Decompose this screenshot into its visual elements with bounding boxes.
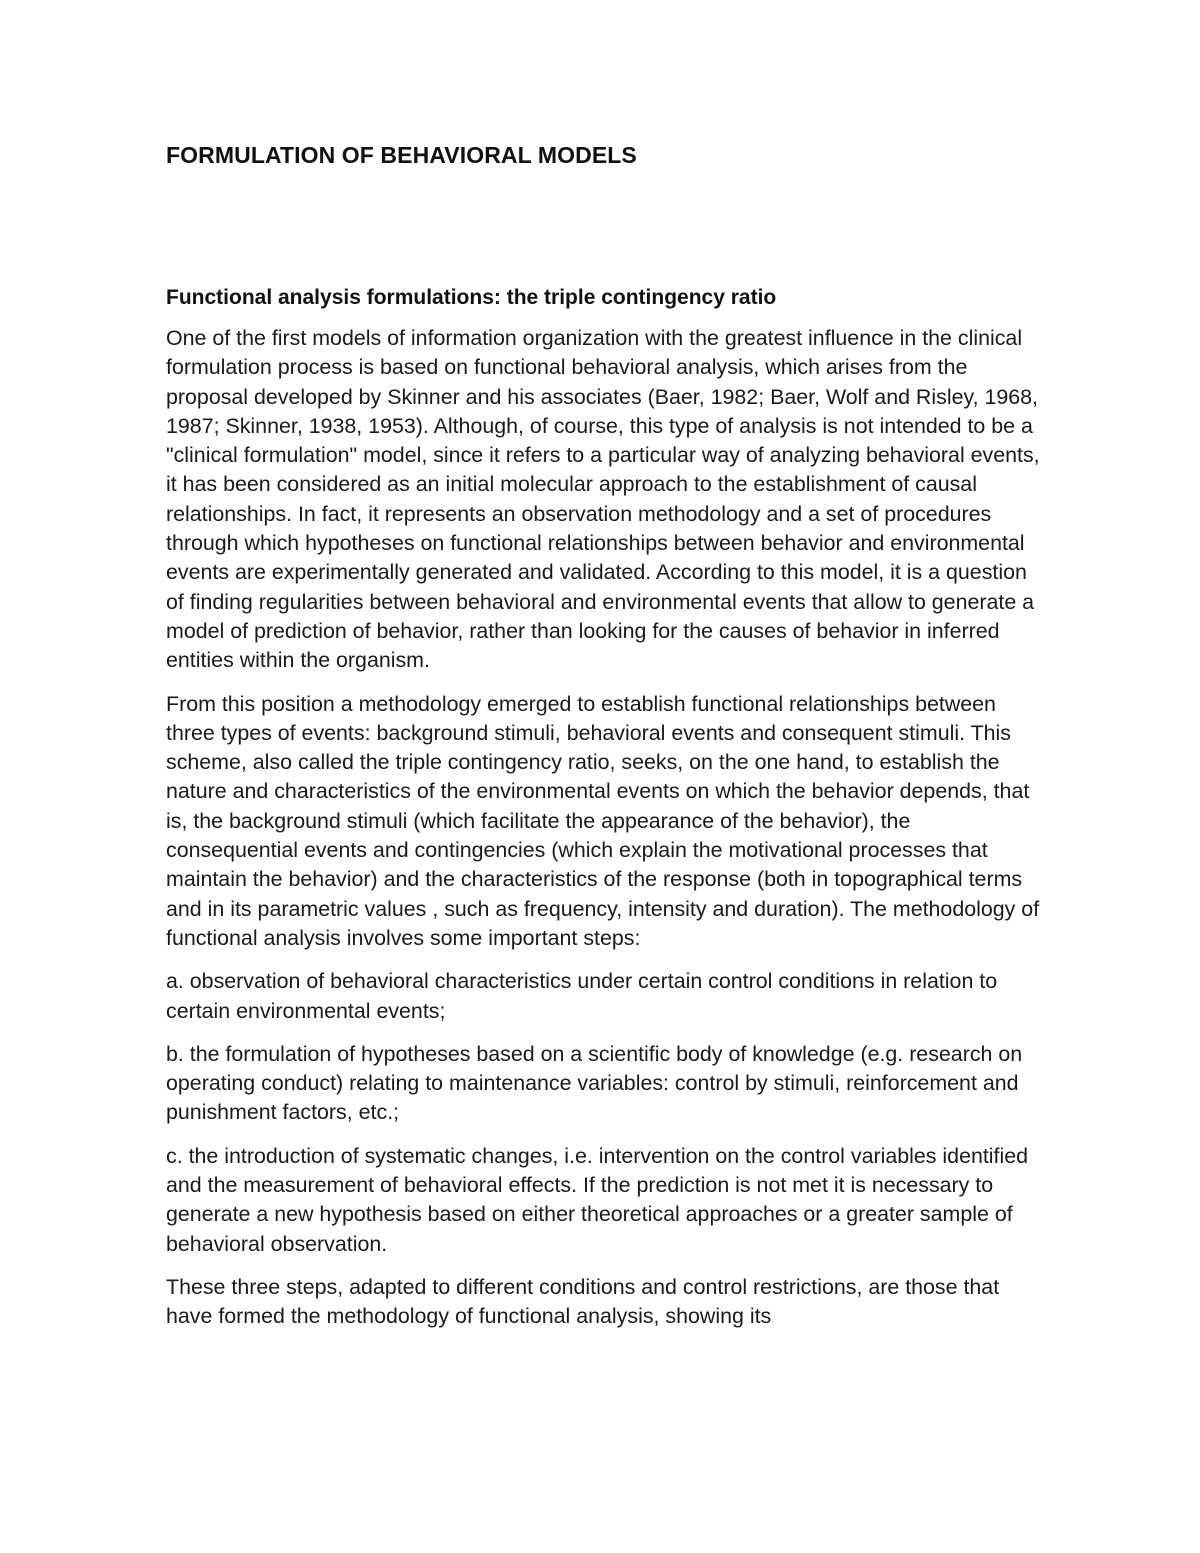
document-body bbox=[166, 140, 1046, 1332]
list-item-step-b: b. the formulation of hypotheses based on a scientific body of knowledge (e.g. research on operating conduct) relating to maintenance variables: control by stimuli, reinforcement and punishment factors, etc.; bbox=[166, 1041, 1023, 1125]
paragraph-conclusion: These three steps, adapted to different conditions and control restrictions, are those that have formed the methodology of functional analysis, showing its bbox=[166, 1274, 1000, 1329]
list-item-step-c: c. the introduction of systematic changes, i.e. intervention on the control variables identified and the measurement of behavioral effects. If the prediction is not met it is necessary to generate a new hypothesis based on either theoretical approaches or a greater sample of behavioral observation. bbox=[166, 1143, 1029, 1256]
paragraph-intro: One of the first models of information organization with the greatest influence in the clinical formulation process is based on functional behavioral analysis, which arises from the proposal developed by Skinner and his associates (Baer, 1982; Baer, Wolf and Risley, 1968, 1987; Skinner, 1938, 1953). Although, of course, this type of analysis is not intended to be a "clinical formulation" model, since it refers to a particular way of analyzing behavioral events, it has been considered as an initial molecular approach to the establishment of causal relationships. In fact, it represents an observation methodology and a set of procedures through which hypotheses on functional relationships between behavior and environmental events are experimentally generated and validated. According to this model, it is a question of finding regularities between behavioral and environmental events that allow to generate a model of prediction of behavior, rather than looking for the causes of behavior in inferred entities within the organism. bbox=[166, 326, 1040, 673]
list-item-step-a: a. observation of behavioral characteristics under certain control conditions in relation to certain environmental events; bbox=[166, 969, 998, 1023]
document-title: FORMULATION OF BEHAVIORAL MODELS bbox=[166, 142, 637, 168]
paragraph-methodology: From this position a methodology emerged to establish functional relationships between three types of events: background stimuli, behavioral events and consequent stimuli. This scheme, also called the triple contingency ratio, seeks, on the one hand, to establish the nature and characteristics of the environmental events on which the behavior depends, that is, the background stimuli (which facilitate the appearance of the behavior), the consequential events and contingencies (which explain the motivational processes that maintain the behavior) and the characteristics of the response (both in topographical terms and in its parametric values , such as frequency, intensity and duration). The methodology of functional analysis involves some important steps: bbox=[166, 691, 1040, 950]
section-heading: Functional analysis formulations: the triple contingency ratio bbox=[166, 286, 777, 309]
